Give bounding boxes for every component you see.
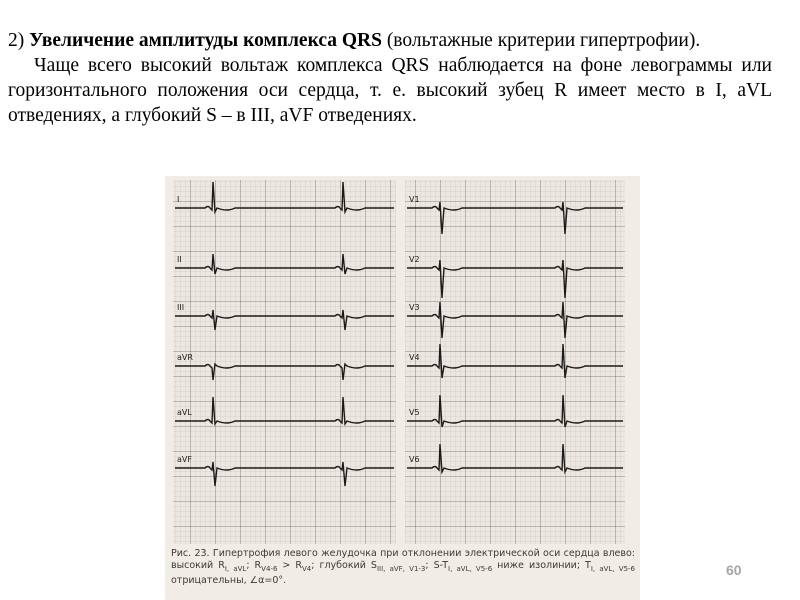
caption-subscript: I, aVL, V5-6 <box>448 564 493 573</box>
caption-text: ; R <box>246 560 262 571</box>
ecg-image <box>165 176 640 546</box>
caption-text: > R <box>277 560 302 571</box>
lead-label: aVL <box>177 408 192 417</box>
page-number: 60 <box>726 562 742 578</box>
caption-subscript: I, aVL, V5-6 <box>590 564 635 573</box>
slide-text <box>8 28 772 128</box>
lead-label: I <box>177 195 180 204</box>
caption-text: ; S-T <box>425 560 448 571</box>
lead-label: V5 <box>409 408 420 417</box>
heading-rest: (вольтажные критерии гипертрофии). <box>386 30 701 51</box>
caption-text: Рис. 23. Гипертрофия левого желудочка при отклонении электрической оси сердца влево: высокий R <box>171 548 635 571</box>
lead-label: V3 <box>409 303 420 312</box>
lead-label: aVF <box>177 455 192 464</box>
heading-line <box>8 28 772 53</box>
lead-label: V4 <box>409 353 420 362</box>
heading-number: 2) <box>8 30 25 51</box>
caption-text: ниже изолинии; T <box>492 560 591 571</box>
lead-label: II <box>177 255 182 264</box>
body-paragraph: Чаще всего высокий вольтаж комплекса QRS наблюдается на фоне левограммы или горизонтального положения оси сердца, т. е. высокий зубец R имеет место в I, aVL отведениях, а глубокий S – в III, aVF отведениях. <box>8 55 772 126</box>
caption-subscript: III, aVF, V1-3 <box>376 564 426 573</box>
ecg-figure <box>165 176 640 600</box>
lead-label: V2 <box>409 255 420 264</box>
lead-label: V1 <box>409 195 420 204</box>
heading-bold: Увеличение амплитуды комплекса QRS <box>29 30 382 51</box>
lead-label: III <box>177 303 185 312</box>
caption-subscript: I, aVL <box>224 564 247 573</box>
lead-label: aVR <box>177 353 193 362</box>
caption-subscript: V4 <box>302 564 312 573</box>
caption-subscript: V4-6 <box>261 564 278 573</box>
lead-label: V6 <box>409 455 420 464</box>
caption-text: ; глубокий S <box>311 560 377 571</box>
caption-text: отрицательны, ∠α=0°. <box>171 574 287 586</box>
figure-caption <box>171 548 635 587</box>
